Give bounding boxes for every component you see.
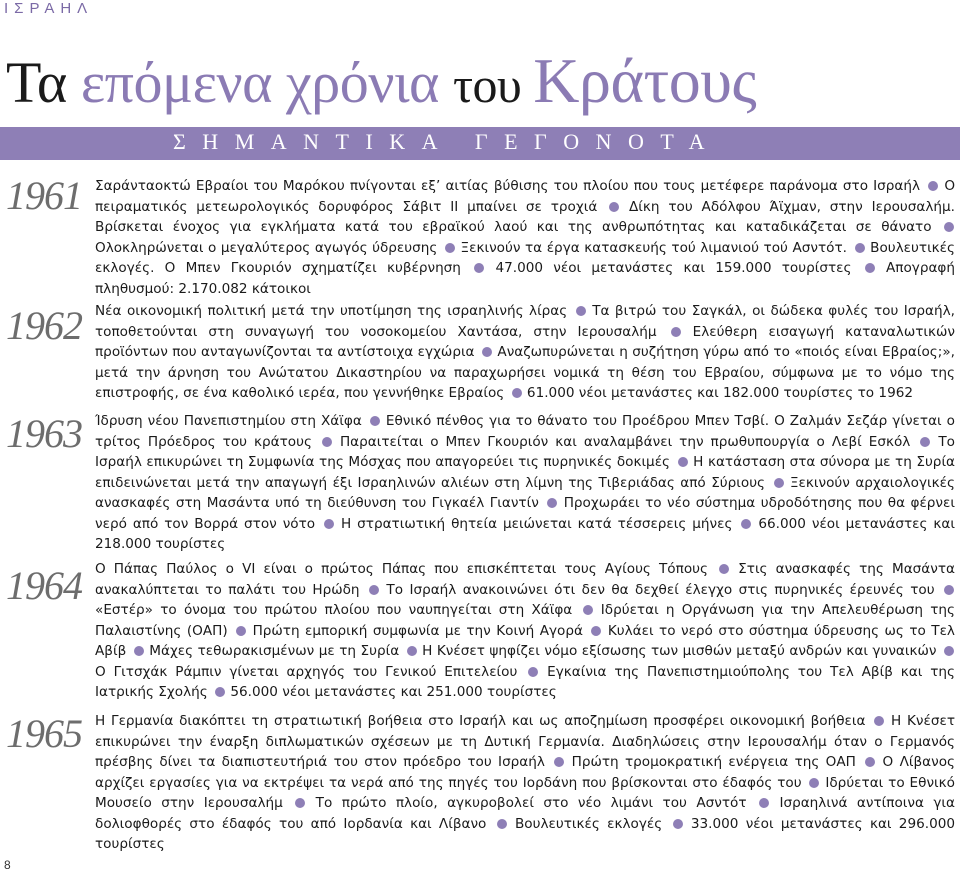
event-text: Ο Πάπας Παύλος ο VI είναι ο πρώτος Πάπας που επισκέπτεται τους Αγίους Τόπους xyxy=(95,561,708,577)
event-text: Στις ανασκαφές της Μασάντα ανακαλύπτεται το παλάτι του Ηρώδη xyxy=(95,561,955,598)
bullet-dot-icon xyxy=(512,388,522,398)
event-text: Ξεκινούν τα έργα κατασκευής τού λιμανιού τού Ασντότ. xyxy=(460,239,847,256)
bullet-dot-icon xyxy=(324,519,334,529)
bullet-dot-icon xyxy=(609,202,619,212)
bullet-dot-icon xyxy=(944,585,954,595)
bullet-dot-icon xyxy=(855,243,865,253)
bullet-dot-icon xyxy=(865,757,875,767)
event-text: Η στρατιωτική θητεία μειώνεται κατά τέσσερεις μήνες xyxy=(341,515,733,532)
event-text: Ελεύθερη εισαγωγή καταναλωτικών προϊόντων που ανταγωνίζονται τα αντίστοιχα εγχώρια xyxy=(95,323,956,360)
event-text: Το Ισραήλ επικυρώνει τη Συμφωνία της Μόσχας που απαγορεύει τις πυρηνικές δοκιμές xyxy=(95,433,955,470)
event-text: 66.000 νέοι μετανάστες και 218.000 τουρίστες xyxy=(95,515,955,552)
event-text: Πρώτη εμπορική συμφωνία με την Κοινή Αγορά xyxy=(252,622,583,639)
event-text: Εθνικό πένθος για το θάνατο του Προέδρου Μπεν Τσβί. Ο Ζαλμάν Σεζάρ γίνεται ο τρίτος Πρόεδρος του κράτους xyxy=(95,413,955,450)
bullet-dot-icon xyxy=(528,667,538,677)
event-text: 33.000 νέοι μετανάστες και 296.000 τουρίστες xyxy=(95,815,956,852)
bullet-dot-icon xyxy=(774,478,784,488)
event-text: Ίδρυση νέου Πανεπιστημίου στη Χάϊφα xyxy=(95,413,362,429)
event-text: Αναζωπυρώνεται η συζήτηση γύρω από το «ποιός είναι Εβραίος;», μετά την άρνηση του Ανώτατου Δικαστηρίου να παραχωρήσει νομικά τη θέση του Εβραίου, σύμφωνα με το νόμο της επιστροφής, σε ένα καθολικό ιερέα, που γεννήθηκε Εβραίος xyxy=(95,344,955,401)
event-text: Ο Λίβανος αρχίζει εργασίες για να εκτρέψει τα νερά από της πηγές του Ιορδάνη που βρίσκονται στο έδαφός του xyxy=(95,754,955,791)
event-text: Τα βιτρώ του Σαγκάλ, οι δώδεκα φυλές του Ισραήλ, τοποθετούνται στη συναγωγή του νοσοκομείου Χαντάσα, στην Ιερουσαλήμ xyxy=(95,303,955,340)
bullet-dot-icon xyxy=(215,687,225,697)
bullet-dot-icon xyxy=(236,626,246,636)
event-text: Ολοκληρώνεται ο μεγαλύτερος αγωγός ύδρευσης xyxy=(95,239,438,256)
event-text: Ο πειραματικός μετεωρολογικός δορυφόρος Σάβιτ ΙΙ μπαίνει σε τροχιά xyxy=(95,178,956,215)
year-label-1962: 1962 xyxy=(6,303,82,348)
bullet-dot-icon xyxy=(874,716,884,726)
bullet-dot-icon xyxy=(928,181,938,191)
event-text: Ισραηλινά αντίποινα για δολιοφθορές στο έδαφός του από Ιορδανία και Λίβανο xyxy=(95,795,955,832)
year-label-1961: 1961 xyxy=(6,173,82,218)
event-text: 56.000 νέοι μετανάστες και 251.000 τουρίστες xyxy=(230,684,557,700)
event-text: Ιδρύεται η Οργάνωση για την Απελευθέρωση της Παλαιστίνης (ΟΑΠ) xyxy=(95,602,956,639)
year-label-1965: 1965 xyxy=(6,711,82,756)
event-text: Προχωράει το νέο σύστημα υδροδότησης που θα φέρνει νερό από τον Βορρά στον νότο xyxy=(95,495,955,532)
section-banner xyxy=(0,127,960,160)
event-text: Ο Γιτσχάκ Ράμπιν γίνεται αρχηγός του Γενικού Επιτελείου xyxy=(95,663,518,680)
bullet-dot-icon xyxy=(678,457,688,467)
event-text: Ιδρύεται το Εθνικό Μουσείο στην Ιερουσαλήμ xyxy=(95,774,955,811)
entry-1964 xyxy=(95,559,955,703)
title-part-2: επόμενα χρόνια xyxy=(80,50,453,115)
page-number: 8 xyxy=(4,858,11,872)
bullet-dot-icon xyxy=(134,646,144,656)
event-text: Η Κνέσετ επικυρώνει την έναρξη διπλωματικών σχέσεων με τη Δυτική Γερμανία. Διαδηλώσεις στην Ιερουσαλήμ όταν ο Γερμανός πρέσβης δίνει τα διαπιστευτήριά του στον πρόεδρο του Ισραήλ xyxy=(95,713,956,770)
entry-1962 xyxy=(95,301,955,404)
year-label-1964: 1964 xyxy=(6,563,82,608)
title-part-1: Τα xyxy=(6,50,81,115)
event-text: Η Κνέσετ ψηφίζει νόμο εξίσωσης των μισθών μεταξύ ανδρών και γυναικών xyxy=(422,643,937,659)
event-text: Η Γερμανία διακόπτει τη στρατιωτική βοήθεια στο Ισραήλ και ως αποζημίωση προσφέρει οικονομική βοήθεια xyxy=(95,713,866,729)
title-part-4: Κράτους xyxy=(533,45,757,116)
bullet-dot-icon xyxy=(407,646,417,656)
bullet-dot-icon xyxy=(741,519,751,529)
bullet-dot-icon xyxy=(920,437,930,447)
event-text: 61.000 νέοι μετανάστες και 182.000 τουρίστες το 1962 xyxy=(526,385,914,401)
event-text: Δίκη του Αδόλφου Άϊχμαν, στην Ιερουσαλήμ. Βρίσκεται ένοχος για εγκλήματα κατά του εβραϊκού λαού και της ανθρωπότητας και καταδικάζεται σε θάνατο xyxy=(95,198,955,235)
bullet-dot-icon xyxy=(576,306,586,316)
year-label-1963: 1963 xyxy=(6,411,82,456)
event-text: Απογραφή πληθυσμού: 2.170.082 κάτοικοι xyxy=(95,260,956,297)
page-title xyxy=(6,46,756,120)
bullet-dot-icon xyxy=(295,798,305,808)
event-text: Μάχες τεθωρακισμένων με τη Συρία xyxy=(149,643,400,659)
bullet-dot-icon xyxy=(369,585,379,595)
event-text: «Εστέρ» το όνομα του πρώτου πλοίου που ναυπηγείται στη Χάϊφα xyxy=(95,602,573,618)
banner-text: ΣΗΜΑΝΤΙΚΑ ΓΕΓΟΝΟΤΑ xyxy=(173,129,721,154)
bullet-dot-icon xyxy=(497,819,507,829)
event-text: Βουλευτικές εκλογές. Ο Μπεν Γκουριόν σχηματίζει κυβέρνηση xyxy=(95,239,956,276)
event-text: Εγκαίνια της Πανεπιστημιούπολης του Τελ Αβίβ και της Ιατρικής Σχολής xyxy=(95,663,955,700)
bullet-dot-icon xyxy=(671,327,681,337)
bullet-dot-icon xyxy=(482,347,492,357)
event-text: Πρώτη τρομοκρατική ενέργεια της ΟΑΠ xyxy=(571,754,856,770)
bullet-dot-icon xyxy=(673,819,683,829)
bullet-dot-icon xyxy=(583,605,593,615)
event-text: Ξεκινούν αρχαιολογικές ανασκαφές στη Μασάντα υπό τη διεύθυνση του Γιγκαέλ Γιαντίν xyxy=(95,474,955,511)
bullet-dot-icon xyxy=(759,798,769,808)
bullet-dot-icon xyxy=(445,243,455,253)
bullet-dot-icon xyxy=(370,416,380,426)
bullet-dot-icon xyxy=(944,646,954,656)
event-text: Βουλευτικές εκλογές xyxy=(514,815,663,832)
bullet-dot-icon xyxy=(554,757,564,767)
event-text: Το πρώτο πλοίο, αγκυροβολεί στο νέο λιμάνι του Ασντότ xyxy=(315,795,747,811)
event-text: Κυλάει το νερό στο σύστημα ύδρευσης ως το Τελ Αβίβ xyxy=(95,622,955,659)
bullet-dot-icon xyxy=(809,778,819,788)
event-text: Η κατάσταση στα σύνορα με τη Συρία επιδεινώνεται μετά την απαγωγή έξι Ισραηλινών αλιέων στη λίμνη της Τιβεριάδας από Σύριους xyxy=(95,454,956,491)
bullet-dot-icon xyxy=(719,564,729,574)
event-text: Παραιτείται ο Μπεν Γκουριόν και αναλαμβάνει την πρωθυπουργία ο Λεβί Εσκόλ xyxy=(339,433,911,450)
event-text: Το Ισραήλ ανακοινώνει ότι δεν θα δεχθεί έλεγχο στις πυρηνικές έρευνές του xyxy=(386,581,935,598)
event-text: Νέα οικονομική πολιτική μετά την υποτίμηση της ισραηλινής λίρας xyxy=(95,303,568,319)
entry-1963 xyxy=(95,411,955,555)
bullet-dot-icon xyxy=(591,626,601,636)
bullet-dot-icon xyxy=(474,263,484,273)
entry-1961 xyxy=(95,176,955,299)
bullet-dot-icon xyxy=(944,222,954,232)
bullet-dot-icon xyxy=(865,263,875,273)
bullet-dot-icon xyxy=(547,498,557,508)
event-text: Σαράνταοκτώ Εβραίοι του Μαρόκου πνίγονται εξ’ αιτίας βύθισης του πλοίου που τους μετέφερε παράνομα στο Ισραήλ xyxy=(95,178,921,194)
entry-1965 xyxy=(95,711,955,855)
section-label: ΙΣΡΑΗΛ xyxy=(4,0,94,17)
event-text: 47.000 νέοι μετανάστες και 159.000 τουρίστες xyxy=(495,260,852,276)
bullet-dot-icon xyxy=(322,437,332,447)
title-part-3: του xyxy=(452,57,534,113)
